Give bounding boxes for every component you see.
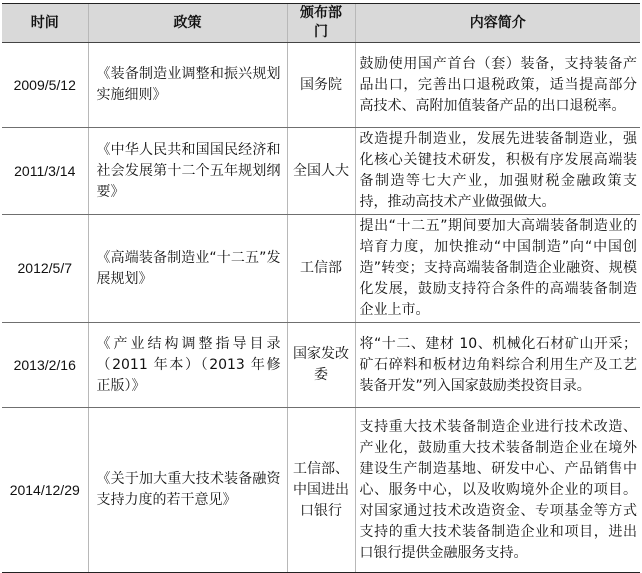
policy-table-container [2, 3, 640, 573]
table-row [2, 43, 640, 128]
cell-date: 2011/3/14 [2, 128, 88, 215]
cell-desc: 提出“十二五”期间要加大高端装备制造业的培育力度，加快推动“中国制造”向“中国创造”转变；支持高端装备制造企业融资、规模化发展，鼓励支持符合条件的高端装备制造企业上市。 [355, 215, 640, 323]
cell-policy: 《装备制造业调整和振兴规划实施细则》 [88, 43, 287, 128]
cell-dept: 全国人大 [287, 128, 355, 215]
cell-policy: 《产业结构调整指导目录（2011 年本）（2013 年修正版）》 [88, 323, 287, 408]
cell-date: 2013/2/16 [2, 323, 88, 408]
header-policy: 政策 [88, 4, 287, 43]
cell-desc: 支持重大技术装备制造企业进行技术改造、产业化，鼓励重大技术装备制造企业在境外建设生产制造基地、研发中心、产品销售中心、服务中心，以及收购境外企业的项目。对国家通过技术改造资金、专项基金等方式支持的重大技术装备制造企业和项目，进出口银行提供金融服务支持。 [355, 408, 640, 573]
header-desc: 内容简介 [355, 4, 640, 43]
table-row [2, 215, 640, 323]
table-row [2, 323, 640, 408]
cell-desc: 改造提升制造业，发展先进装备制造业，强化核心关键技术研发，积极有序发展高端装备制造等七大产业，加强财税金融政策支持，推动高技术产业做强做大。 [355, 128, 640, 215]
cell-policy: 《关于加大重大技术装备融资支持力度的若干意见》 [88, 408, 287, 573]
cell-date: 2009/5/12 [2, 43, 88, 128]
policy-table [2, 3, 640, 573]
cell-dept: 工信部、中国进出口银行 [287, 408, 355, 573]
cell-date: 2012/5/7 [2, 215, 88, 323]
cell-date: 2014/12/29 [2, 408, 88, 573]
header-date: 时间 [2, 4, 88, 43]
table-row [2, 408, 640, 573]
table-header [2, 4, 640, 43]
cell-dept: 国家发改委 [287, 323, 355, 408]
cell-dept: 国务院 [287, 43, 355, 128]
table-body [2, 43, 640, 573]
cell-desc: 将“十二、建材 10、机械化石材矿山开采；矿石碎料和板材边角料综合利用生产及工艺装备开发”列入国家鼓励类投资目录。 [355, 323, 640, 408]
cell-dept: 工信部 [287, 215, 355, 323]
header-row [2, 4, 640, 43]
header-dept: 颁布部门 [287, 4, 355, 43]
table-row [2, 128, 640, 215]
cell-policy: 《中华人民共和国国民经济和社会发展第十二个五年规划纲要》 [88, 128, 287, 215]
cell-policy: 《高端装备制造业“十二五”发展规划》 [88, 215, 287, 323]
cell-desc: 鼓励使用国产首台（套）装备，支持装备产品出口，完善出口退税政策，适当提高部分高技术、高附加值装备产品的出口退税率。 [355, 43, 640, 128]
